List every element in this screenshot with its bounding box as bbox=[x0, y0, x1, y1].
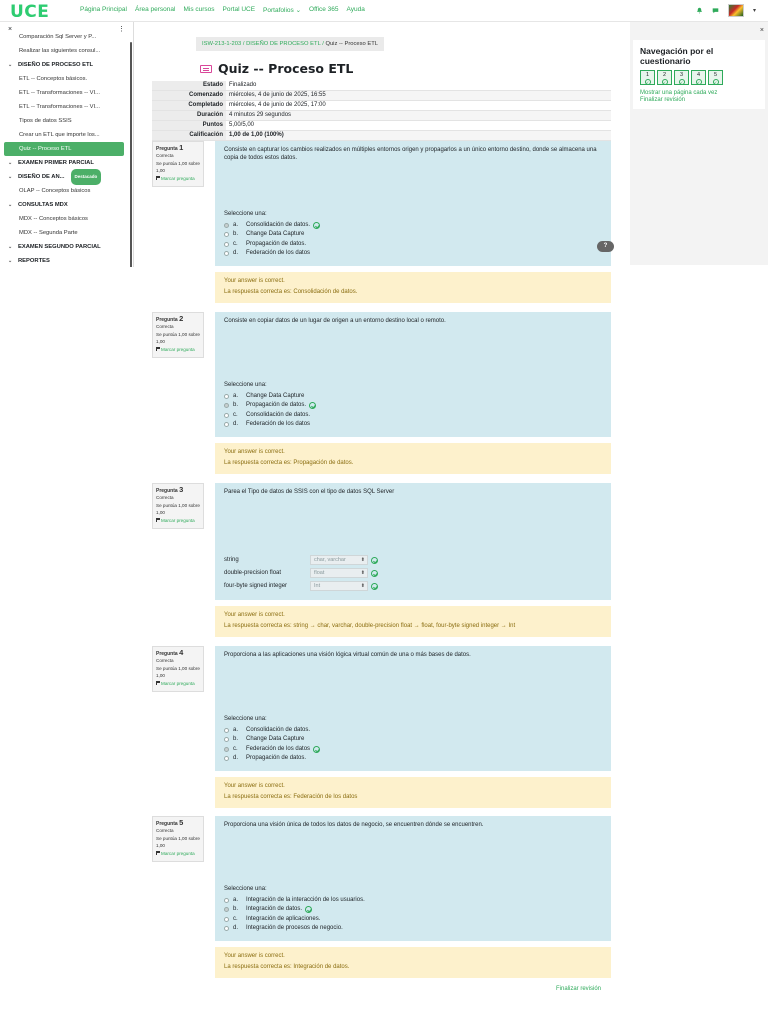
option-letter: a. bbox=[233, 897, 239, 903]
radio-button[interactable] bbox=[224, 394, 229, 399]
match-row bbox=[224, 555, 378, 565]
option-letter: a. bbox=[233, 727, 239, 733]
question-number bbox=[156, 145, 200, 153]
summary-key: Estado bbox=[152, 81, 226, 91]
correct-icon: ✓ bbox=[696, 80, 701, 85]
course-index-list bbox=[0, 30, 133, 267]
question-number bbox=[156, 316, 200, 324]
option-letter: c. bbox=[233, 915, 238, 922]
answer-option[interactable] bbox=[224, 924, 343, 933]
question-text: Consiste en capturar los cambios realizados en múltiples entornos origen y propagarlos a un único entorno destino, donde se almacena una copia de todos estos datos. bbox=[224, 147, 597, 161]
option-text: Federación de los datos bbox=[246, 249, 311, 256]
chevron-down-icon[interactable]: ⌄ bbox=[8, 174, 13, 180]
course-index-section[interactable] bbox=[0, 254, 133, 267]
option-text: Change Data Capture bbox=[246, 393, 305, 399]
course-index-item[interactable]: OLAP -- Conceptos básicos bbox=[19, 188, 91, 194]
question-score: Se puntúa 1,00 sobre 1,00 bbox=[156, 666, 200, 678]
option-text: Consolidación de datos. bbox=[246, 411, 311, 418]
match-label: string bbox=[224, 557, 239, 563]
chevron-down-icon[interactable]: ⌄ bbox=[8, 202, 13, 208]
feedback-right-answer: La respuesta correcta es: Federación de los datos bbox=[224, 794, 358, 800]
option-letter: b. bbox=[233, 231, 239, 238]
match-select[interactable]: char, varchar ⬍ bbox=[310, 555, 368, 565]
summary-row bbox=[152, 111, 611, 121]
question-text: Parea el Tipo de datos de SSIS con el tipo de datos SQL Server bbox=[224, 489, 395, 495]
question-status: Correcta bbox=[156, 827, 174, 833]
question-info bbox=[152, 312, 204, 358]
summary-value: 1,00 de 1,00 (100%) bbox=[226, 131, 611, 141]
radio-button[interactable] bbox=[224, 907, 229, 912]
right-drawer bbox=[630, 22, 768, 265]
more-menu-icon[interactable]: ⋮ bbox=[118, 26, 125, 33]
section-label: CONSULTAS MDX bbox=[18, 202, 68, 208]
option-letter: d. bbox=[233, 420, 239, 427]
answer-option[interactable] bbox=[224, 735, 304, 744]
correct-icon: ✓ bbox=[662, 80, 667, 85]
chevron-down-icon[interactable]: ⌄ bbox=[8, 62, 13, 68]
summary-value: miércoles, 4 de junio de 2025, 16:55 bbox=[226, 91, 611, 101]
question-number bbox=[156, 487, 200, 495]
flag-icon bbox=[156, 518, 160, 522]
option-letter: b. bbox=[233, 402, 239, 409]
question-score: Se puntúa 1,00 sobre 1,00 bbox=[156, 161, 200, 173]
answer-option[interactable] bbox=[224, 896, 365, 905]
course-index-item[interactable]: MDX -- Conceptos básicos bbox=[19, 216, 88, 222]
course-index-item[interactable]: Tipos de datos SSIS bbox=[19, 118, 72, 124]
question-label: Pregunta bbox=[156, 146, 178, 152]
option-letter: c. bbox=[233, 745, 238, 752]
option-text: Consolidación de datos. bbox=[246, 222, 311, 228]
option-letter: a. bbox=[233, 393, 239, 399]
quiz-nav-number: 4 bbox=[696, 72, 701, 78]
option-text: Integración de procesos de negocio. bbox=[246, 924, 343, 931]
course-index-item-active[interactable]: Quiz -- Proceso ETL bbox=[4, 142, 124, 156]
correct-icon bbox=[309, 402, 316, 409]
summary-row bbox=[152, 91, 611, 101]
flag-icon bbox=[156, 681, 160, 685]
answer-prompt: Seleccione una: bbox=[224, 382, 267, 388]
question-content bbox=[215, 646, 611, 771]
answer-option[interactable] bbox=[224, 249, 310, 258]
match-select[interactable]: float ⬍ bbox=[310, 568, 368, 578]
feedback-correct: Your answer is correct. bbox=[224, 783, 285, 789]
correct-icon bbox=[313, 746, 320, 753]
question-num: 2 bbox=[179, 314, 184, 323]
answer-prompt: Seleccione una: bbox=[224, 716, 267, 722]
chevron-down-icon[interactable]: ▾ bbox=[752, 8, 756, 14]
radio-button[interactable] bbox=[224, 898, 229, 903]
feedback-correct: Your answer is correct. bbox=[224, 449, 285, 455]
chevron-down-icon[interactable]: ⌄ bbox=[8, 258, 13, 264]
option-text: Consolidación de datos. bbox=[246, 727, 311, 733]
flag-label: Marcar pregunta bbox=[161, 681, 195, 686]
nav-portfolios[interactable]: Portafolios ⌄ bbox=[263, 7, 302, 14]
breadcrumb bbox=[196, 37, 384, 51]
page-title: Quiz -- Proceso ETL bbox=[218, 61, 354, 76]
correct-icon: ✓ bbox=[679, 80, 684, 85]
section-label: DISEÑO DE PROCESO ETL bbox=[18, 62, 94, 68]
feedback-correct: Your answer is correct. bbox=[224, 953, 285, 959]
quiz-nav-button[interactable] bbox=[691, 70, 706, 85]
flag-icon bbox=[156, 347, 160, 351]
answer-feedback bbox=[215, 443, 611, 474]
section-label: DISEÑO DE AN... bbox=[18, 174, 65, 180]
answer-option[interactable] bbox=[224, 230, 304, 239]
option-letter: d. bbox=[233, 249, 239, 256]
quiz-nav-buttons bbox=[640, 70, 758, 85]
correct-icon bbox=[371, 557, 378, 564]
user-menu-area bbox=[696, 4, 756, 17]
bell-icon[interactable] bbox=[696, 7, 703, 14]
nav-dashboard[interactable]: Área personal bbox=[134, 6, 176, 13]
question-content bbox=[215, 816, 611, 941]
feedback-correct: Your answer is correct. bbox=[224, 278, 285, 284]
section-label: REPORTES bbox=[18, 258, 50, 264]
match-row bbox=[224, 568, 378, 578]
question-text: Proporciona una visión única de todos los datos de negocio, se encuentren dónde se encuentren. bbox=[224, 822, 484, 828]
option-text: Propagación de datos. bbox=[246, 754, 307, 761]
answer-option[interactable] bbox=[224, 221, 320, 230]
option-letter: c. bbox=[233, 240, 238, 247]
nav-portal[interactable]: Portal UCE bbox=[222, 6, 256, 13]
option-letter: d. bbox=[233, 924, 239, 931]
summary-value: Finalizado bbox=[226, 81, 611, 91]
question-num: 5 bbox=[179, 818, 184, 827]
user-avatar[interactable] bbox=[728, 4, 744, 17]
question-number bbox=[156, 650, 200, 658]
summary-value: miércoles, 4 de junio de 2025, 17:00 bbox=[226, 101, 611, 111]
answer-option[interactable] bbox=[224, 745, 320, 754]
question-status: Correcta bbox=[156, 657, 174, 663]
answer-option[interactable] bbox=[224, 915, 320, 924]
course-index-item[interactable]: ETL -- Transformaciones -- VI... bbox=[19, 90, 100, 96]
question-info bbox=[152, 483, 204, 529]
answer-option[interactable] bbox=[224, 905, 312, 914]
quiz-nav-button[interactable] bbox=[640, 70, 655, 85]
attempt-summary-table bbox=[152, 81, 611, 141]
page-title-block bbox=[200, 61, 353, 76]
answer-option[interactable] bbox=[224, 726, 310, 735]
radio-button[interactable] bbox=[224, 728, 229, 733]
question-score: Se puntúa 1,00 sobre 1,00 bbox=[156, 503, 200, 515]
option-text: Federación de los datos bbox=[246, 745, 311, 752]
radio-button[interactable] bbox=[224, 747, 229, 752]
option-text: Integración de aplicaciones. bbox=[246, 915, 321, 922]
correct-icon bbox=[371, 583, 378, 590]
match-label: double-precision float bbox=[224, 570, 282, 576]
main-nav bbox=[80, 6, 365, 14]
question-score: Se puntúa 1,00 sobre 1,00 bbox=[156, 836, 200, 848]
question-label: Pregunta bbox=[156, 317, 178, 323]
chevron-down-icon[interactable]: ⌄ bbox=[8, 244, 13, 250]
option-letter: b. bbox=[233, 736, 239, 743]
flag-question-link[interactable] bbox=[156, 851, 200, 858]
top-navbar bbox=[0, 0, 768, 22]
flag-question-link[interactable] bbox=[156, 347, 200, 354]
question-info bbox=[152, 816, 204, 862]
answer-feedback bbox=[215, 606, 611, 637]
question-status: Correcta bbox=[156, 494, 174, 500]
option-letter: c. bbox=[233, 411, 238, 418]
radio-button[interactable] bbox=[224, 242, 229, 247]
close-icon[interactable]: × bbox=[759, 27, 764, 34]
quiz-nav-number: 3 bbox=[679, 72, 684, 78]
flag-label: Marcar pregunta bbox=[161, 518, 195, 523]
feedback-right-answer: La respuesta correcta es: Propagación de datos. bbox=[224, 460, 354, 466]
question-text: Consiste en copiar datos de un lugar de origen a un entorno destino local o remoto. bbox=[224, 318, 446, 324]
question-num: 3 bbox=[179, 485, 184, 494]
correct-icon: ✓ bbox=[713, 80, 718, 85]
summary-value: 5,00/5,00 bbox=[226, 121, 611, 131]
summary-row bbox=[152, 81, 611, 91]
course-index-item[interactable]: MDX -- Segunda Parte bbox=[19, 230, 78, 236]
flag-question-link[interactable] bbox=[156, 681, 200, 688]
answer-option[interactable] bbox=[224, 754, 306, 763]
flag-label: Marcar pregunta bbox=[161, 347, 195, 352]
answer-option[interactable] bbox=[224, 392, 304, 401]
summary-row bbox=[152, 131, 611, 141]
nav-help[interactable]: Ayuda bbox=[346, 6, 365, 13]
finish-review-button[interactable]: Finalizar revisión bbox=[556, 986, 602, 992]
close-icon[interactable]: × bbox=[8, 25, 13, 33]
match-row bbox=[224, 581, 378, 591]
breadcrumb-section[interactable]: DISEÑO DE PROCESO ETL bbox=[246, 41, 321, 47]
feedback-right-answer: La respuesta correcta es: Consolidación de datos. bbox=[224, 289, 358, 295]
answer-feedback bbox=[215, 947, 611, 978]
flag-label: Marcar pregunta bbox=[161, 851, 195, 856]
course-index-item[interactable]: ETL -- Transformaciones -- VI... bbox=[19, 104, 100, 110]
radio-button[interactable] bbox=[224, 403, 229, 408]
quiz-nav-number: 5 bbox=[713, 72, 718, 78]
flag-label: Marcar pregunta bbox=[161, 176, 195, 181]
summary-key: Duración bbox=[152, 111, 226, 121]
chevron-down-icon[interactable]: ⌄ bbox=[8, 160, 13, 166]
summary-key: Completado bbox=[152, 101, 226, 111]
question-info bbox=[152, 141, 204, 187]
course-index-item[interactable]: ETL -- Conceptos básicos. bbox=[19, 76, 88, 82]
radio-button[interactable] bbox=[224, 232, 229, 237]
radio-button[interactable] bbox=[224, 926, 229, 931]
course-index-section[interactable] bbox=[0, 240, 133, 254]
radio-button[interactable] bbox=[224, 756, 229, 761]
option-text: Change Data Capture bbox=[246, 231, 305, 238]
correct-icon bbox=[371, 570, 378, 577]
summary-row bbox=[152, 101, 611, 111]
question-content bbox=[215, 141, 611, 266]
quiz-nav-button[interactable] bbox=[708, 70, 723, 85]
nav-home[interactable]: Página Principal bbox=[80, 6, 127, 13]
flag-question-link[interactable] bbox=[156, 518, 200, 525]
match-label: four-byte signed integer bbox=[224, 583, 288, 589]
course-index-section[interactable] bbox=[0, 198, 133, 212]
question-label: Pregunta bbox=[156, 821, 178, 827]
finish-review-link[interactable]: Finalizar revisión bbox=[640, 97, 686, 103]
question-content bbox=[215, 483, 611, 600]
summary-row bbox=[152, 121, 611, 131]
question-score: Se puntúa 1,00 sobre 1,00 bbox=[156, 332, 200, 344]
correct-icon: ✓ bbox=[645, 80, 650, 85]
nav-office365[interactable]: Office 365 bbox=[309, 6, 339, 13]
flag-question-link[interactable] bbox=[156, 176, 200, 183]
breadcrumb-course[interactable]: ISW-213-1-203 bbox=[202, 41, 242, 47]
course-index-section[interactable] bbox=[0, 58, 133, 72]
answer-feedback bbox=[215, 777, 611, 808]
drawer-scrollbar[interactable] bbox=[130, 42, 132, 267]
feedback-right-answer: La respuesta correcta es: Integración de datos. bbox=[224, 964, 350, 970]
question-num: 4 bbox=[179, 648, 184, 657]
answer-option[interactable] bbox=[224, 401, 316, 410]
summary-key: Calificación bbox=[152, 131, 226, 141]
answer-prompt: Seleccione una: bbox=[224, 886, 267, 892]
radio-button[interactable] bbox=[224, 251, 229, 256]
chat-icon[interactable] bbox=[712, 7, 719, 14]
question-info bbox=[152, 646, 204, 692]
option-letter: b. bbox=[233, 906, 239, 913]
show-one-page-link[interactable]: Mostrar una página cada vez bbox=[640, 90, 718, 96]
answer-option[interactable] bbox=[224, 420, 310, 429]
quiz-nav-button[interactable] bbox=[674, 70, 689, 85]
radio-button[interactable] bbox=[224, 413, 229, 418]
site-logo[interactable]: UCE bbox=[10, 2, 50, 22]
feedback-right-answer: La respuesta correcta es: string → char, varchar, double-precision float → float, four-byte signed integer → Int bbox=[224, 623, 516, 629]
option-text: Integración de la interacción de los usuarios. bbox=[246, 897, 365, 903]
help-button[interactable]: ? bbox=[597, 241, 614, 252]
summary-key: Puntos bbox=[152, 121, 226, 131]
quiz-navigation-block bbox=[633, 40, 765, 109]
flag-icon bbox=[156, 851, 160, 855]
question-num: 1 bbox=[179, 143, 184, 152]
answer-option[interactable] bbox=[224, 411, 310, 420]
quiz-icon bbox=[200, 65, 212, 73]
question-number bbox=[156, 820, 200, 828]
question-status: Correcta bbox=[156, 323, 174, 329]
option-text: Change Data Capture bbox=[246, 736, 305, 743]
answer-option[interactable] bbox=[224, 240, 306, 249]
course-index-drawer bbox=[0, 22, 134, 267]
summary-value: 4 minutos 29 segundos bbox=[226, 111, 611, 121]
option-text: Propagación de datos. bbox=[246, 402, 307, 409]
breadcrumb-separator: / bbox=[242, 41, 247, 47]
question-label: Pregunta bbox=[156, 488, 178, 494]
course-index-item[interactable]: Realizar las siguientes consul... bbox=[19, 48, 101, 54]
course-index-section[interactable] bbox=[0, 156, 133, 170]
answer-prompt: Seleccione una: bbox=[224, 211, 267, 217]
summary-key: Comenzado bbox=[152, 91, 226, 101]
question-status: Correcta bbox=[156, 152, 174, 158]
correct-icon bbox=[313, 222, 320, 229]
radio-button[interactable] bbox=[224, 917, 229, 922]
radio-button[interactable] bbox=[224, 737, 229, 742]
question-content bbox=[215, 312, 611, 437]
option-text: Propagación de datos. bbox=[246, 240, 307, 247]
course-index-section[interactable] bbox=[0, 170, 133, 184]
section-label: EXAMEN SEGUNDO PARCIAL bbox=[18, 244, 101, 250]
option-text: Federación de los datos bbox=[246, 420, 311, 427]
nav-my-courses[interactable]: Mis cursos bbox=[183, 6, 215, 13]
option-text: Integración de datos. bbox=[246, 906, 303, 913]
quiz-nav-number: 1 bbox=[645, 72, 650, 78]
section-label: EXAMEN PRIMER PARCIAL bbox=[18, 160, 94, 166]
option-letter: a. bbox=[233, 222, 239, 228]
radio-button[interactable] bbox=[224, 422, 229, 427]
question-label: Pregunta bbox=[156, 651, 178, 657]
flag-icon bbox=[156, 176, 160, 180]
match-select[interactable]: Int ⬍ bbox=[310, 581, 368, 591]
breadcrumb-current: Quiz -- Proceso ETL bbox=[325, 41, 378, 47]
radio-button[interactable] bbox=[224, 223, 229, 228]
question-text: Proporciona a las aplicaciones una visión lógica virtual común de una o más bases de datos. bbox=[224, 652, 471, 658]
breadcrumb-separator: / bbox=[322, 41, 326, 47]
feedback-correct: Your answer is correct. bbox=[224, 612, 285, 618]
highlighted-badge: Destacado bbox=[71, 169, 102, 185]
correct-icon bbox=[305, 906, 312, 913]
answer-feedback bbox=[215, 272, 611, 303]
quiz-nav-number: 2 bbox=[662, 72, 667, 78]
course-index-item[interactable]: Comparación Sql Server y P... bbox=[19, 34, 97, 40]
course-index-item[interactable]: Crear un ETL que importe los... bbox=[19, 132, 100, 138]
option-letter: d. bbox=[233, 754, 239, 761]
quiz-nav-title: Navegación por el cuestionario bbox=[640, 46, 714, 66]
quiz-nav-button[interactable] bbox=[657, 70, 672, 85]
